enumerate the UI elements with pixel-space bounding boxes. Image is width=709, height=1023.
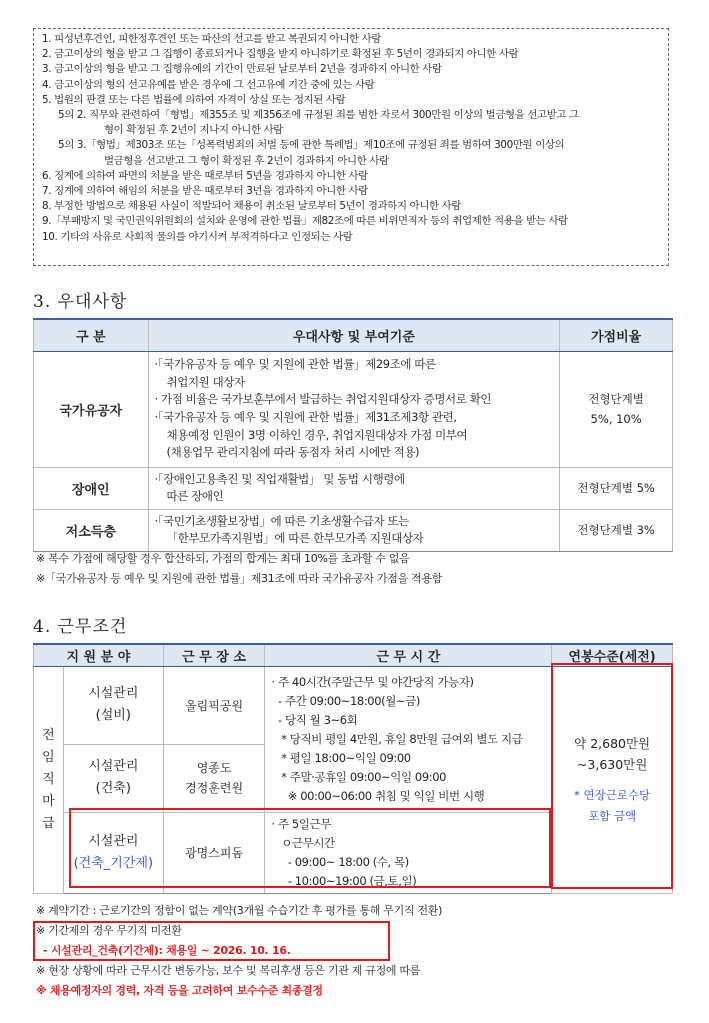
schedule-line: · 주 5일근무 (271, 816, 331, 831)
desc-line: 취업지원 대상자 (166, 374, 245, 389)
conditions-note: ※ 계약기간 : 근로기간의 정함이 없는 계약(3개월 수습기간 후 평가를 통해 무기직 전환) (36, 904, 443, 917)
salary-range-min: 약 2,680만원 (574, 735, 651, 751)
field-name: 시설관리 (88, 833, 139, 849)
preference-note: ※ 복수 가점에 해당할 경우 합산하되, 가점의 합계는 최대 10%를 초과할 수 없음 (36, 552, 410, 565)
salary-cell (552, 666, 673, 893)
desc-line: ·「장애인고용촉진 및 직업재활법」 및 동법 시행령에 (154, 471, 405, 486)
disqualification-item: 5. 법원의 판결 또는 다른 법률에 의하여 자격이 상실 또는 정지된 사람 (42, 93, 346, 106)
points-veteran-line2: 5%, 10% (590, 412, 642, 426)
disqualification-item: 2. 금고이상의 형을 받고 그 집행이 종료되거나 집행을 받지 아니하기로 확정된 후 5년이 경과되지 아니한 사람 (42, 48, 519, 61)
header-category: 구 분 (34, 319, 149, 351)
schedule-line: - 10:00~19:00 (금,토,일) (271, 873, 417, 888)
work-conditions-table (33, 643, 673, 894)
vertical-char: 마 (42, 793, 55, 809)
vertical-char: 전 (42, 727, 55, 743)
schedule-line: - 09:00~ 18:00 (수, 목) (271, 854, 409, 869)
section-title-conditions: 4. 근무조건 (33, 617, 128, 637)
desc-line: 「한부모가족지원법」에 따른 한부모가족 지원대상자 (166, 531, 424, 546)
desc-disabled (148, 467, 560, 509)
header-salary: 연봉수준(세전) (552, 644, 673, 666)
hours-regular (265, 666, 552, 812)
points-lowincome: 전형단계별 3% (560, 509, 673, 551)
desc-lowincome (148, 509, 560, 551)
points-veteran-line1: 전형단계별 (588, 392, 644, 406)
hours-temporary (265, 812, 552, 893)
points-disabled: 전형단계별 5% (560, 467, 673, 509)
disqualification-item: 8. 부정한 방법으로 채용된 사실이 적발되어 채용이 취소된 날로부터 5년이 경과하지 아니한 사람 (42, 200, 462, 213)
place-name: 경정훈련원 (185, 781, 244, 795)
vertical-char: 직 (42, 771, 55, 787)
disqualification-item: 7. 징계에 의하여 해임의 처분을 받은 때로부터 3년을 경과하지 아니한 사람 (42, 185, 368, 198)
disqualification-item: 5의 2. 직무와 관련하여「형법」제355조 및 제356조에 규정된 죄를 범한 자로서 300만원 이상의 벌금형을 선고받고 그 (58, 109, 579, 122)
field-facility-equipment (63, 666, 163, 744)
preference-note: ※「국가유공자 등 예우 및 지원에 관한 법률」제31조에 따라 국가유공자 가점을 적용함 (36, 572, 443, 585)
disqualification-item: 1. 피성년후견인, 피한정후견인 또는 파산의 선고를 받고 복권되지 아니한 사람 (42, 33, 382, 45)
field-sub: (설비) (95, 708, 131, 723)
disqualification-item: 5의 3.「형법」제303조 또는「성폭력범죄의 처벌 등에 관한 특례법」제10조에 규정된 죄를 범하여 300만원 이상의 (58, 139, 565, 152)
conditions-note: ※ 현장 상황에 따라 근무시간 변동가능, 보수 및 복리후생 등은 기관 제 규정에 따름 (36, 964, 421, 977)
salary-note: 포함 금액 (588, 808, 637, 823)
table-row (34, 666, 673, 744)
header-place: 근 무 장 소 (163, 644, 265, 666)
disqualification-item: 10. 기타의 사유로 사회적 물의를 야기시켜 부적격하다고 인정되는 사람 (42, 230, 353, 243)
disqualification-list (33, 28, 669, 266)
schedule-line: * 주말·공휴일 09:00~익일 09:00 (271, 769, 447, 784)
field-name: 시설관리 (88, 759, 139, 774)
desc-line: · 가점 비율은 국가보훈부에서 발급하는 취업지원대상자 증명서로 확인 (154, 392, 492, 407)
field-sub: (건축_기간제) (73, 855, 154, 871)
conditions-note: ※ 기간제의 경우 무기직 미전환 (36, 924, 182, 937)
contract-type-label (34, 666, 64, 893)
conditions-note: - 시설관리_건축(기간제): 채용일 ~ 2026. 10. 16. (36, 944, 291, 957)
desc-line: ·「국민기초생활보장법」에 따른 기초생활수급자 또는 (154, 513, 409, 528)
desc-line: 따른 장애인 (166, 489, 224, 504)
schedule-line: * 평일 18:00~익일 09:00 (271, 750, 411, 765)
place-name: 영종도 (196, 761, 232, 775)
field-sub: (건축) (95, 781, 131, 796)
field-facility-construction-temp (63, 812, 163, 893)
preference-table (33, 318, 673, 552)
schedule-line: ㅇ근무시간 (271, 835, 335, 850)
desc-line: ·「국가유공자 등 예우 및 지원에 관한 법률」제29조에 따른 (154, 357, 436, 372)
conditions-notes (36, 901, 442, 1001)
vertical-char: 급 (42, 815, 55, 831)
disqualification-item: 6. 징계에 의하여 파면의 처분을 받은 때로부터 5년을 경과하지 아니한 사람 (42, 169, 368, 182)
header-field: 지 원 분 야 (34, 644, 164, 666)
table-row (34, 467, 673, 509)
salary-range-max: ~3,630만원 (576, 756, 648, 772)
category-disabled: 장애인 (34, 467, 149, 509)
disqualification-item: 4. 금고이상의 형의 선고유예를 받은 경우에 그 선고유예 기간 중에 있는 사람 (42, 78, 375, 91)
category-veteran: 국가유공자 (34, 351, 149, 467)
salary-note: * 연장근로수당 (574, 787, 651, 802)
vertical-char: 임 (42, 749, 55, 765)
table-row (34, 509, 673, 551)
schedule-line: * 당직비 평일 4만원, 휴일 8만원 급여외 별도 지급 (271, 731, 523, 746)
points-veteran (560, 351, 673, 467)
category-lowincome: 저소득층 (34, 509, 149, 551)
schedule-line: · 주 40시간(주말근무 및 야간당직 가능자) (271, 674, 474, 689)
preference-notes (36, 549, 442, 589)
section-title-preferences: 3. 우대사항 (33, 292, 128, 312)
desc-veteran (148, 351, 560, 467)
desc-line: 채용예정 인원이 3명 이하인 경우, 취업지원대상자 가점 미부여 (166, 427, 468, 442)
desc-line: (채용업무 관리지침에 따라 동점자 처리 시에만 적용) (166, 445, 420, 460)
field-name: 시설관리 (88, 686, 139, 701)
field-facility-construction (63, 744, 163, 812)
disqualification-item: 벌금형을 선고받고 그 형이 확정된 후 2년이 경과하지 아니한 사람 (104, 154, 389, 167)
header-points: 가점비율 (560, 319, 673, 351)
conditions-note: ※ 채용예정자의 경력, 자격 등을 고려하여 보수수준 최종결정 (36, 984, 323, 997)
desc-line: ·「국가유공자 등 예우 및 지원에 관한 법률」제31조제3항 관련, (154, 410, 457, 424)
schedule-line: - 주간 09:00~18:00(월~금) (271, 693, 420, 708)
table-row (34, 351, 673, 467)
schedule-line: - 당직 월 3~6회 (271, 712, 358, 727)
schedule-line: ※ 00:00~06:00 취침 및 익일 비번 시행 (271, 788, 485, 803)
header-hours: 근 무 시 간 (265, 644, 552, 666)
disqualification-item: 형이 확정된 후 2년이 지나지 아니한 사람 (104, 124, 283, 137)
header-content: 우대사항 및 부여기준 (148, 319, 560, 351)
place-olympic-park: 올림픽공원 (163, 666, 265, 744)
disqualification-item: 3. 금고이상의 형을 받고 그 집행유예의 기간이 만료된 날로부터 2년을 경과하지 아니한 사람 (42, 63, 442, 76)
place-yeongjong (163, 744, 265, 812)
place-gwangmyeong: 광명스피돔 (163, 812, 265, 893)
disqualification-item: 9.「부패방지 및 국민권익위원회의 설치와 운영에 관한 법률」제82조에 따른 비위면직자 등의 취업제한 적용을 받는 사람 (42, 215, 568, 228)
